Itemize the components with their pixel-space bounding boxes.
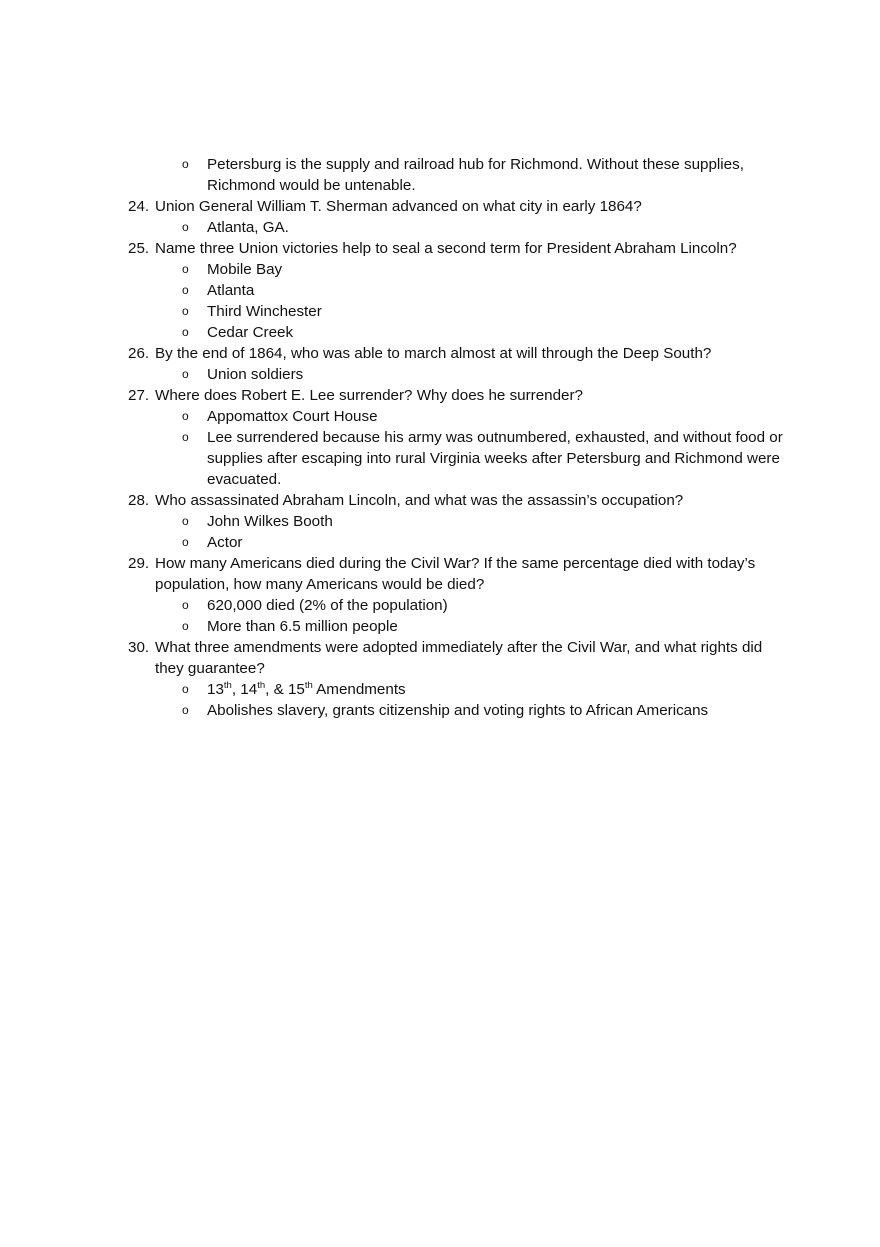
answer-list <box>128 406 788 490</box>
list-item <box>180 259 788 280</box>
hollow-bullet-icon: o <box>182 598 189 612</box>
answer-text: Atlanta, GA. <box>207 219 289 236</box>
answer-list <box>128 595 788 637</box>
amendment-number: 15 <box>287 681 305 698</box>
hollow-bullet-icon: o <box>182 409 189 423</box>
list-item <box>180 301 788 322</box>
hollow-bullet-icon: o <box>182 430 189 444</box>
question-29 <box>128 553 788 595</box>
separator: , & <box>265 681 288 698</box>
answer-text: Lee surrendered because his army was outnumbered, exhausted, and without food or supplies after escaping into rural Virginia weeks after Petersburg and Richmond were evacuated. <box>207 429 783 488</box>
answer-text: Union soldiers <box>207 366 304 383</box>
list-item <box>180 427 788 490</box>
amendments-label: Amendments <box>312 681 406 698</box>
hollow-bullet-icon: o <box>182 514 189 528</box>
question-text: What three amendments were adopted immediately after the Civil War, and what rights did they guarantee? <box>155 639 763 677</box>
list-item <box>180 532 788 553</box>
answer-text: John Wilkes Booth <box>207 513 333 530</box>
question-28 <box>128 490 788 511</box>
question-24 <box>128 196 788 217</box>
answer-text: Petersburg is the supply and railroad hub for Richmond. Without these supplies, Richmond would be untenable. <box>207 156 744 194</box>
question-30 <box>128 637 788 679</box>
answer-text: Third Winchester <box>207 303 322 320</box>
hollow-bullet-icon: o <box>182 619 189 633</box>
hollow-bullet-icon: o <box>182 220 189 234</box>
question-text: Who assassinated Abraham Lincoln, and what was the assassin’s occupation? <box>155 492 684 509</box>
list-item <box>180 700 788 721</box>
question-27 <box>128 385 788 406</box>
hollow-bullet-icon: o <box>182 682 189 696</box>
hollow-bullet-icon: o <box>182 367 189 381</box>
answer-text: Atlanta <box>207 282 255 299</box>
question-number: 30. <box>128 639 150 656</box>
question-text: By the end of 1864, who was able to march almost at will through the Deep South? <box>155 345 712 362</box>
question-list <box>128 154 788 721</box>
hollow-bullet-icon: o <box>182 262 189 276</box>
ordinal-suffix: th <box>304 679 313 691</box>
question-number: 27. <box>128 387 150 404</box>
list-item <box>180 217 788 238</box>
answer-list <box>128 217 788 238</box>
answer-text: 620,000 died (2% of the population) <box>207 597 448 614</box>
hollow-bullet-icon: o <box>182 283 189 297</box>
answer-list <box>128 259 788 343</box>
question-text: Name three Union victories help to seal a second term for President Abraham Lincoln? <box>155 240 737 257</box>
list-item <box>180 364 788 385</box>
answer-text: Abolishes slavery, grants citizenship and voting rights to African Americans <box>207 702 709 719</box>
question-number: 28. <box>128 492 150 509</box>
answer-list <box>128 511 788 553</box>
question-number: 24. <box>128 198 150 215</box>
list-item <box>180 322 788 343</box>
hollow-bullet-icon: o <box>182 703 189 717</box>
answer-text: Appomattox Court House <box>207 408 378 425</box>
question-text: Where does Robert E. Lee surrender? Why does he surrender? <box>155 387 584 404</box>
amendment-number: 13 <box>207 681 224 698</box>
list-item <box>180 280 788 301</box>
question-number: 29. <box>128 555 150 572</box>
hollow-bullet-icon: o <box>182 535 189 549</box>
amendment-number: 14 <box>240 681 258 698</box>
answer-text: Mobile Bay <box>207 261 283 278</box>
question-25 <box>128 238 788 259</box>
question-number: 25. <box>128 240 150 257</box>
hollow-bullet-icon: o <box>182 304 189 318</box>
question-text: How many Americans died during the Civil War? If the same percentage died with today’s population, how many Americans would be died? <box>155 555 756 593</box>
list-item <box>180 154 788 196</box>
answer-text: More than 6.5 million people <box>207 618 398 635</box>
answer-text: Cedar Creek <box>207 324 294 341</box>
continued-answer-list <box>128 154 788 196</box>
amendments-answer <box>207 679 788 700</box>
list-item <box>180 679 788 700</box>
list-item <box>180 595 788 616</box>
list-item <box>180 616 788 637</box>
list-item <box>180 511 788 532</box>
ordinal-suffix: th <box>257 679 266 691</box>
answer-list <box>128 364 788 385</box>
answer-list <box>128 679 788 721</box>
question-26 <box>128 343 788 364</box>
answer-text: Actor <box>207 534 243 551</box>
question-number: 26. <box>128 345 150 362</box>
separator: , <box>231 681 241 698</box>
hollow-bullet-icon: o <box>182 325 189 339</box>
hollow-bullet-icon: o <box>182 157 189 171</box>
question-text: Union General William T. Sherman advanced on what city in early 1864? <box>155 198 642 215</box>
list-item <box>180 406 788 427</box>
ordinal-suffix: th <box>223 679 232 691</box>
